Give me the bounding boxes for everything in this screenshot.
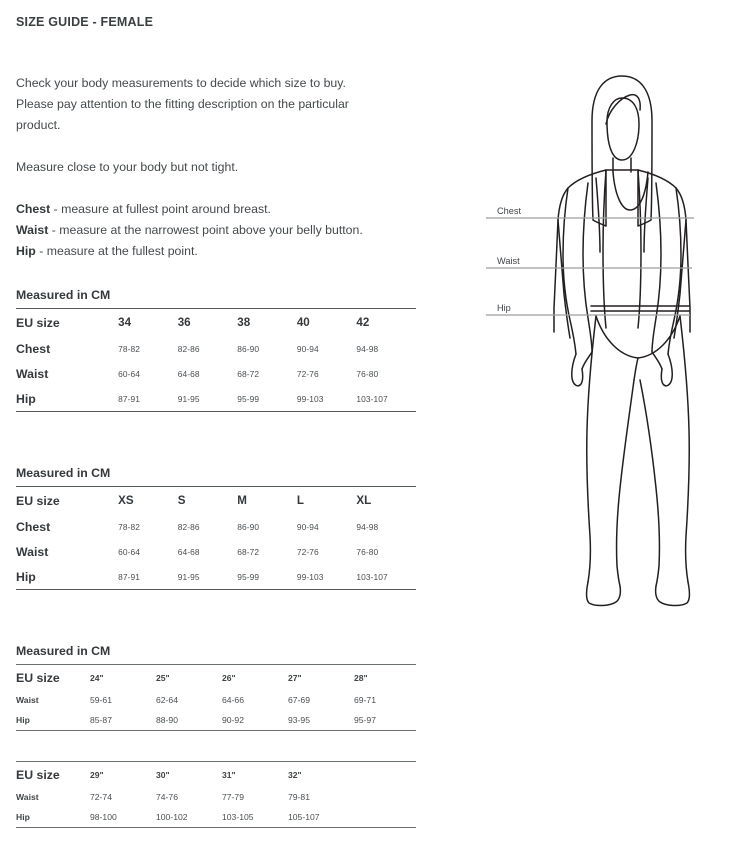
measurement-cell: 64-68 [177,368,200,379]
row-label: Chest [16,519,51,534]
measurement-cell: 103-105 [222,812,254,822]
page-title: SIZE GUIDE - FEMALE [16,15,154,29]
hip-term: Hip [16,244,36,258]
measurement-cell: 85-87 [90,715,112,725]
column-header: 40 [296,316,310,329]
chest-callout-label: Chest [497,206,522,216]
measurement-cell [354,787,420,807]
body-measurement-figure [470,50,750,620]
measurement-cell: 79-81 [288,792,310,802]
paragraph-gap [16,178,426,199]
measurement-cell: 74-76 [156,792,178,802]
paragraph-gap [16,136,426,157]
column-header: 28" [354,672,368,683]
size-table-block-inch-large [16,761,426,828]
section-gap [16,412,426,466]
column-header: M [237,494,247,507]
column-header: 27" [288,672,302,683]
intro-line-4: Measure close to your body but not tight. [16,160,239,174]
table-row [16,710,420,730]
row-label: Chest [16,341,51,356]
column-header: 24" [90,672,104,683]
measurement-cell: 95-99 [237,393,260,404]
row-label: Waist [16,695,39,705]
table-row [16,361,416,386]
measurement-cell: 91-95 [177,571,200,582]
chest-definition [16,199,426,220]
measurement-cell: 59-61 [90,695,112,705]
size-table-letter [16,487,416,589]
measurement-cell: 86-90 [237,343,260,354]
column-header: 38 [237,316,251,329]
column-header: 30" [156,769,170,780]
table-header-row [16,487,416,514]
intro-line-2: Please pay attention to the fitting description on the particular [16,97,349,111]
column-header: 31" [222,769,236,780]
intro-text [16,73,426,262]
hip-callout-label: Hip [497,303,511,313]
column-header: XL [356,494,372,507]
chest-term: Chest [16,202,51,216]
column-header: XS [118,494,134,507]
measurement-cell: 68-72 [237,546,260,557]
column-header: 29" [90,769,104,780]
measurement-cell: 99-103 [296,571,324,582]
row-label: Waist [16,366,49,381]
table-row [16,336,416,361]
measurement-cell: 72-76 [296,546,319,557]
measurement-cell: 90-92 [222,715,244,725]
chest-description: - measure at fullest point around breast. [50,202,271,216]
measurement-cell: 91-95 [177,393,200,404]
waist-term: Waist [16,223,49,237]
measurement-cell: 78-82 [118,521,141,532]
table-caption: Measured in CM [16,644,111,658]
column-header: S [177,494,186,507]
intro-line-1: Check your body measurements to decide which size to buy. [16,76,346,90]
measurement-cell: 72-76 [296,368,319,379]
measurement-cell: 90-94 [296,521,319,532]
table-caption: Measured in CM [16,466,111,480]
size-table-inch-small [16,665,420,730]
measurement-cell: 87-91 [118,571,141,582]
table-row [16,514,416,539]
section-gap [16,590,426,644]
measurement-cell: 90-94 [296,343,319,354]
table-header-label: EU size [16,315,60,330]
table-header-label: EU size [16,670,60,685]
column-header: 25" [156,672,170,683]
column-header [354,762,420,787]
table-row [16,564,416,589]
table-row [16,690,420,710]
column-header: L [296,494,304,507]
size-table-eu-numeric [16,309,416,411]
measurement-cell: 60-64 [118,546,141,557]
table-row [16,787,420,807]
measurement-cell: 86-90 [237,521,260,532]
table-row [16,539,416,564]
intro-line-3: product. [16,118,61,132]
measurement-cell: 76-80 [356,546,379,557]
measurement-cell: 94-98 [356,343,379,354]
row-label: Waist [16,792,39,802]
measurement-cell: 77-79 [222,792,244,802]
column-header: 26" [222,672,236,683]
measurement-cell: 62-64 [156,695,178,705]
table-header-row [16,762,420,787]
table-row [16,386,416,411]
row-label: Hip [16,391,36,406]
measurement-cell: 64-68 [177,546,200,557]
table-header-row [16,665,420,690]
measurement-cell: 72-74 [90,792,112,802]
column-header: 32" [288,769,302,780]
row-label: Hip [16,812,30,822]
table-row [16,807,420,827]
measurement-cell: 103-107 [356,571,388,582]
measurement-cell: 93-95 [288,715,310,725]
waist-definition [16,220,426,241]
measurement-cell: 69-71 [354,695,376,705]
column-header: 34 [118,316,132,329]
measurement-cell: 87-91 [118,393,141,404]
measurement-cell: 95-97 [354,715,376,725]
column-header: 36 [177,316,191,329]
table-header-label: EU size [16,493,60,508]
size-table-inch-large [16,762,420,827]
measurement-cell: 68-72 [237,368,260,379]
measurement-cell: 103-107 [356,393,388,404]
content-column [16,0,426,828]
row-label: Hip [16,569,36,584]
measurement-cell [354,807,420,827]
measurement-cell: 100-102 [156,812,188,822]
table-caption: Measured in CM [16,288,111,302]
row-label: Hip [16,715,30,725]
measurement-cell: 76-80 [356,368,379,379]
measurement-cell: 105-107 [288,812,320,822]
table-bottom-rule [16,827,416,828]
section-gap [16,731,426,761]
measurement-cell: 88-90 [156,715,178,725]
size-table-block-letter [16,466,426,590]
row-label: Waist [16,544,49,559]
measurement-cell: 78-82 [118,343,141,354]
hip-definition [16,241,426,262]
waist-callout-label: Waist [497,256,520,266]
measurement-cell: 60-64 [118,368,141,379]
hip-description: - measure at the fullest point. [35,244,198,258]
column-header: 42 [356,316,370,329]
measurement-leader-lines [470,50,750,620]
waist-description: - measure at the narrowest point above your belly button. [48,223,363,237]
measurement-cell: 99-103 [296,393,324,404]
measurement-cell: 82-86 [177,521,200,532]
measurement-cell: 67-69 [288,695,310,705]
size-table-block-inch-small [16,644,426,731]
measurement-cell: 95-99 [237,571,260,582]
table-header-row [16,309,416,336]
measurement-cell: 94-98 [356,521,379,532]
measurement-cell: 98-100 [90,812,117,822]
size-table-block-eu-numeric [16,288,426,412]
measurement-cell: 82-86 [177,343,200,354]
table-header-label: EU size [16,767,60,782]
measurement-cell: 64-66 [222,695,244,705]
